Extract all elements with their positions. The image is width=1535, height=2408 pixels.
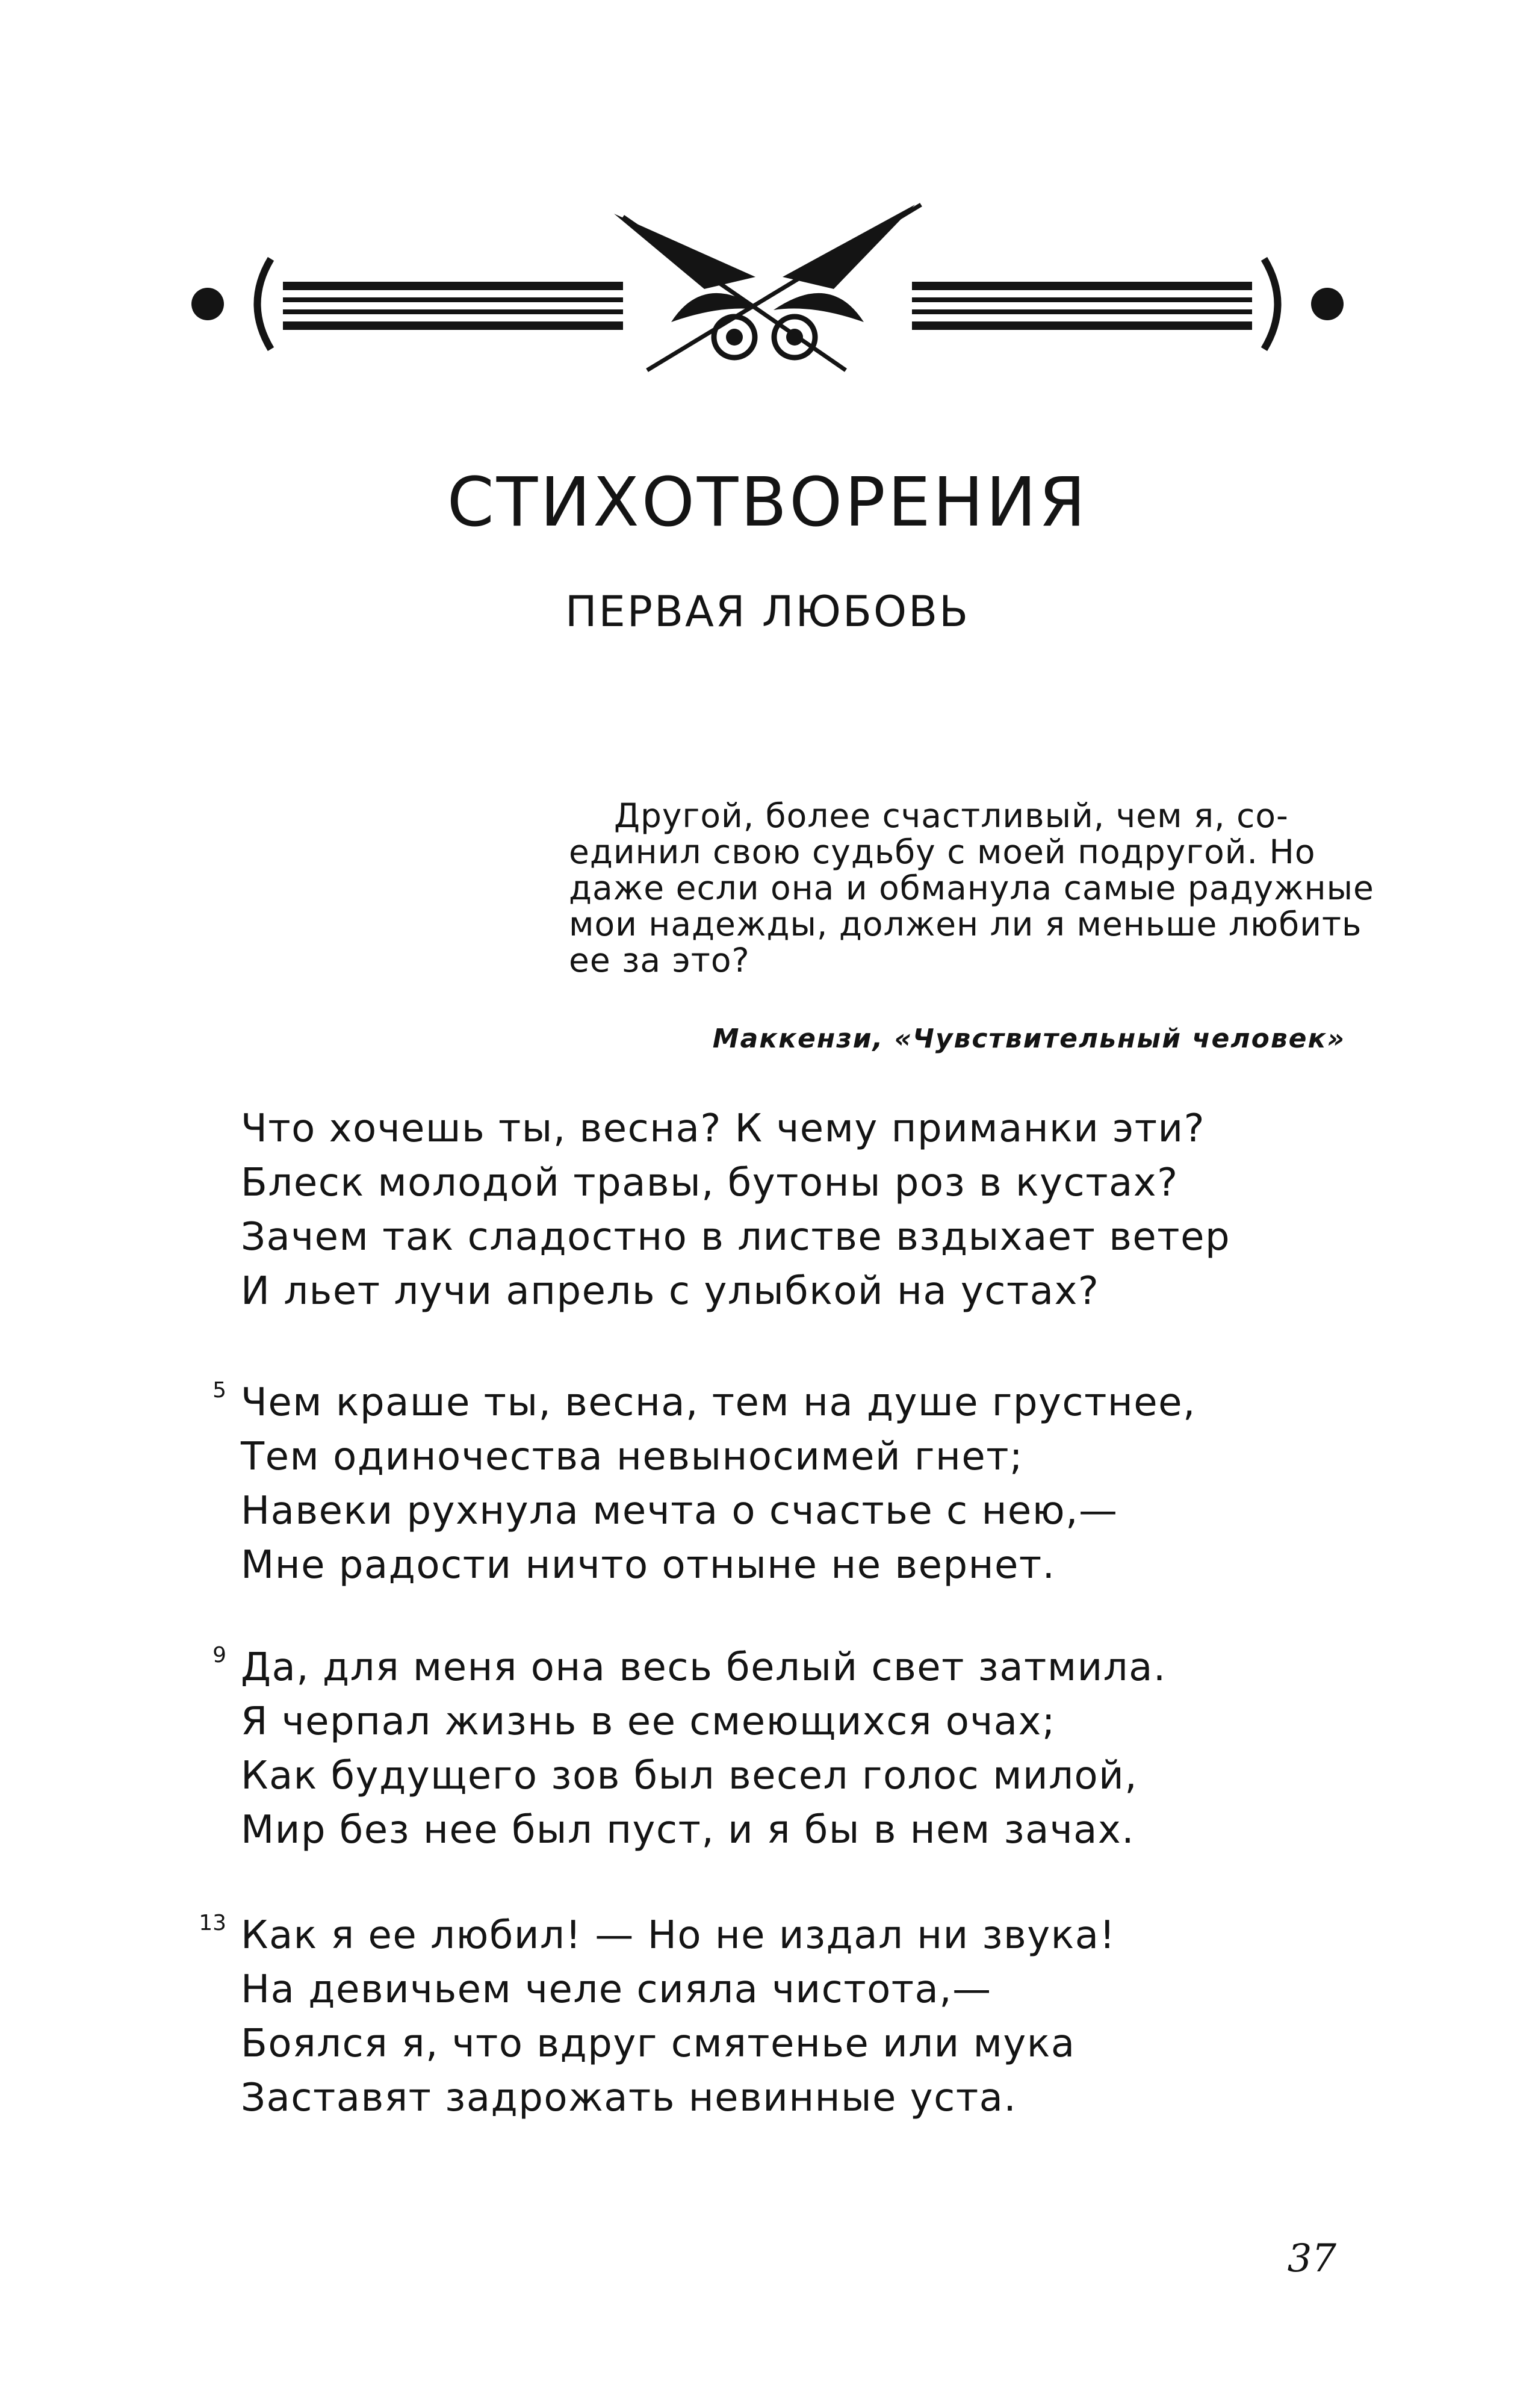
page-number: 37 (1287, 2236, 1336, 2281)
line-number: 9 (212, 1643, 226, 1668)
verse-line: Да, для меня она весь белый свет затмила. (241, 1645, 1167, 1690)
verse-line: Что хочешь ты, весна? К чему приманки эти? (241, 1106, 1206, 1151)
verse-line: Заставят задрожать невинные уста. (241, 2076, 1017, 2120)
verse-line: Зачем так сладостно в листве вздыхает ветер (241, 1215, 1231, 1259)
epigraph-line: мои надежды, должен ли я меньше любить (569, 905, 1362, 943)
line-number: 13 (199, 1911, 226, 1935)
poem-title: ПЕРВАЯ ЛЮБОВЬ (565, 587, 970, 636)
verse-line: Боялся я, что вдруг смятенье или мука (241, 2022, 1076, 2066)
verse-line: Как я ее любил! — Но не издал ни звука! (241, 1913, 1116, 1958)
epigraph-line: единил свою судьбу с моей подругой. Но (569, 833, 1316, 871)
epigraph-line: Другой, более счастливый, чем я, со- (614, 796, 1289, 835)
header-ornament (181, 193, 1354, 385)
verse-line: И льет лучи апрель с улыбкой на устах? (241, 1269, 1100, 1314)
epigraph-line: даже если она и обманула самые радужные (569, 869, 1374, 907)
stanza (241, 1102, 1324, 1318)
line-number: 5 (212, 1378, 226, 1403)
verse-line: Навеки рухнула мечта о счастье с нею,— (241, 1489, 1118, 1533)
verse-line: Мне радости ничто отныне не вернет. (241, 1543, 1056, 1587)
verse-line: Как будущего зов был весел голос милой, (241, 1754, 1138, 1798)
section-title: СТИХОТВОРЕНИЯ (447, 464, 1088, 542)
stanza (212, 1376, 1324, 1592)
verse-line: Тем одиночества невыносимей гнет; (241, 1435, 1024, 1479)
epigraph-line: ее за это? (569, 941, 750, 979)
verse-line: На девичьем челе сияла чистота,— (241, 1967, 992, 2012)
stanza (212, 1640, 1324, 1857)
verse-line: Чем краше ты, весна, тем на душе грустнее, (241, 1380, 1196, 1425)
stanza (199, 1908, 1324, 2125)
verse-line: Мир без нее был пуст, и я бы в нем зачах. (241, 1808, 1135, 1852)
epigraph (569, 796, 1374, 979)
verse-line: Блеск молодой травы, бутоны роз в кустах? (241, 1161, 1179, 1205)
verse-line: Я черпал жизнь в ее смеющихся очах; (241, 1699, 1056, 1744)
epigraph-attribution: Маккензи, «Чувствительный человек» (712, 1023, 1345, 1054)
